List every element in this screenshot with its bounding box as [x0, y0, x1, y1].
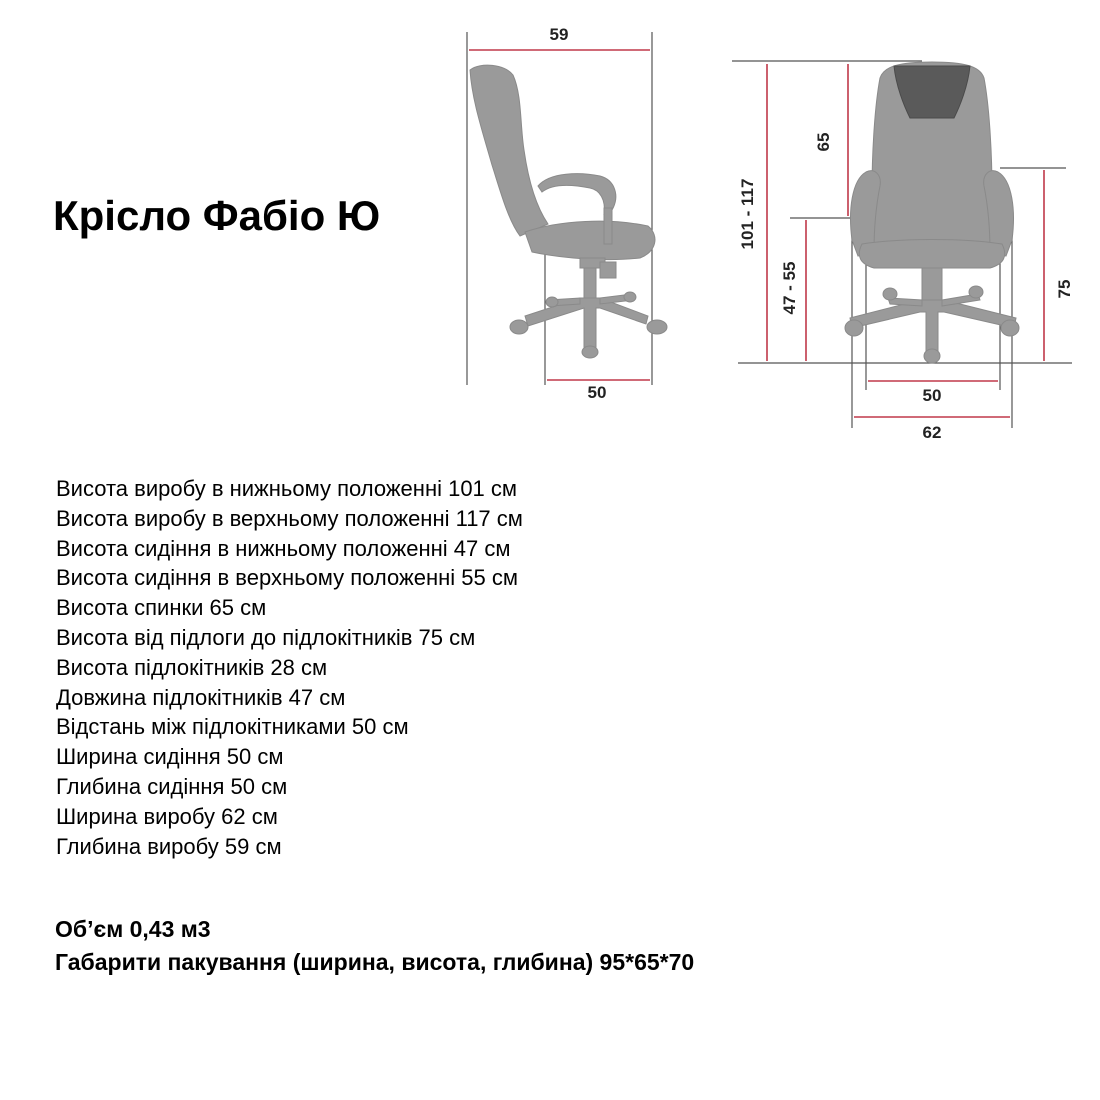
- side-view: [467, 25, 667, 402]
- height-label: 101 - 117: [738, 178, 757, 250]
- seat-depth-label: 50: [587, 383, 607, 402]
- spec-item: Висота від підлоги до підлокітників 75 см: [56, 624, 476, 650]
- spec-item: Висота виробу в верхньому положенні 117 см: [56, 505, 523, 531]
- chair-side-silhouette: [470, 65, 667, 358]
- packaging-dimensions-text: Габарити пакування (ширина, висота, глибина) 95*65*70: [55, 949, 695, 975]
- spec-item: Глибина сидіння 50 см: [56, 773, 288, 799]
- armrest-height-label: 75: [1055, 279, 1074, 299]
- back-height-label: 65: [814, 132, 833, 152]
- spec-item: Висота виробу в нижньому положенні 101 см: [56, 476, 518, 501]
- spec-item: Відстань між підлокітниками 50 см: [56, 714, 409, 740]
- spec-item: Висота сидіння в нижньому положенні 47 см: [56, 535, 511, 561]
- seat-height-label: 47 - 55: [780, 261, 799, 315]
- product-title: Крісло Фабіо Ю: [53, 192, 381, 239]
- spec-item: Ширина сидіння 50 см: [56, 744, 284, 770]
- spec-item: Висота підлокітників 28 см: [56, 654, 328, 680]
- seat-width-label: 50: [922, 386, 942, 405]
- spec-item: Висота сидіння в верхньому положенні 55 см: [56, 565, 518, 591]
- front-view: [732, 61, 1074, 442]
- width-label: 62: [922, 423, 942, 442]
- spec-item: Довжина підлокітників 47 см: [56, 684, 346, 710]
- packaging-info: [55, 913, 694, 979]
- volume-text: Об’єм 0,43 м3: [55, 916, 211, 942]
- spec-item: Глибина виробу 59 см: [56, 833, 282, 859]
- chair-dimension-diagram: [0, 0, 1100, 470]
- spec-item: Висота спинки 65 см: [56, 595, 267, 621]
- specifications-list: [56, 474, 523, 861]
- depth-label: 59: [549, 25, 569, 44]
- spec-item: Ширина виробу 62 см: [56, 803, 278, 829]
